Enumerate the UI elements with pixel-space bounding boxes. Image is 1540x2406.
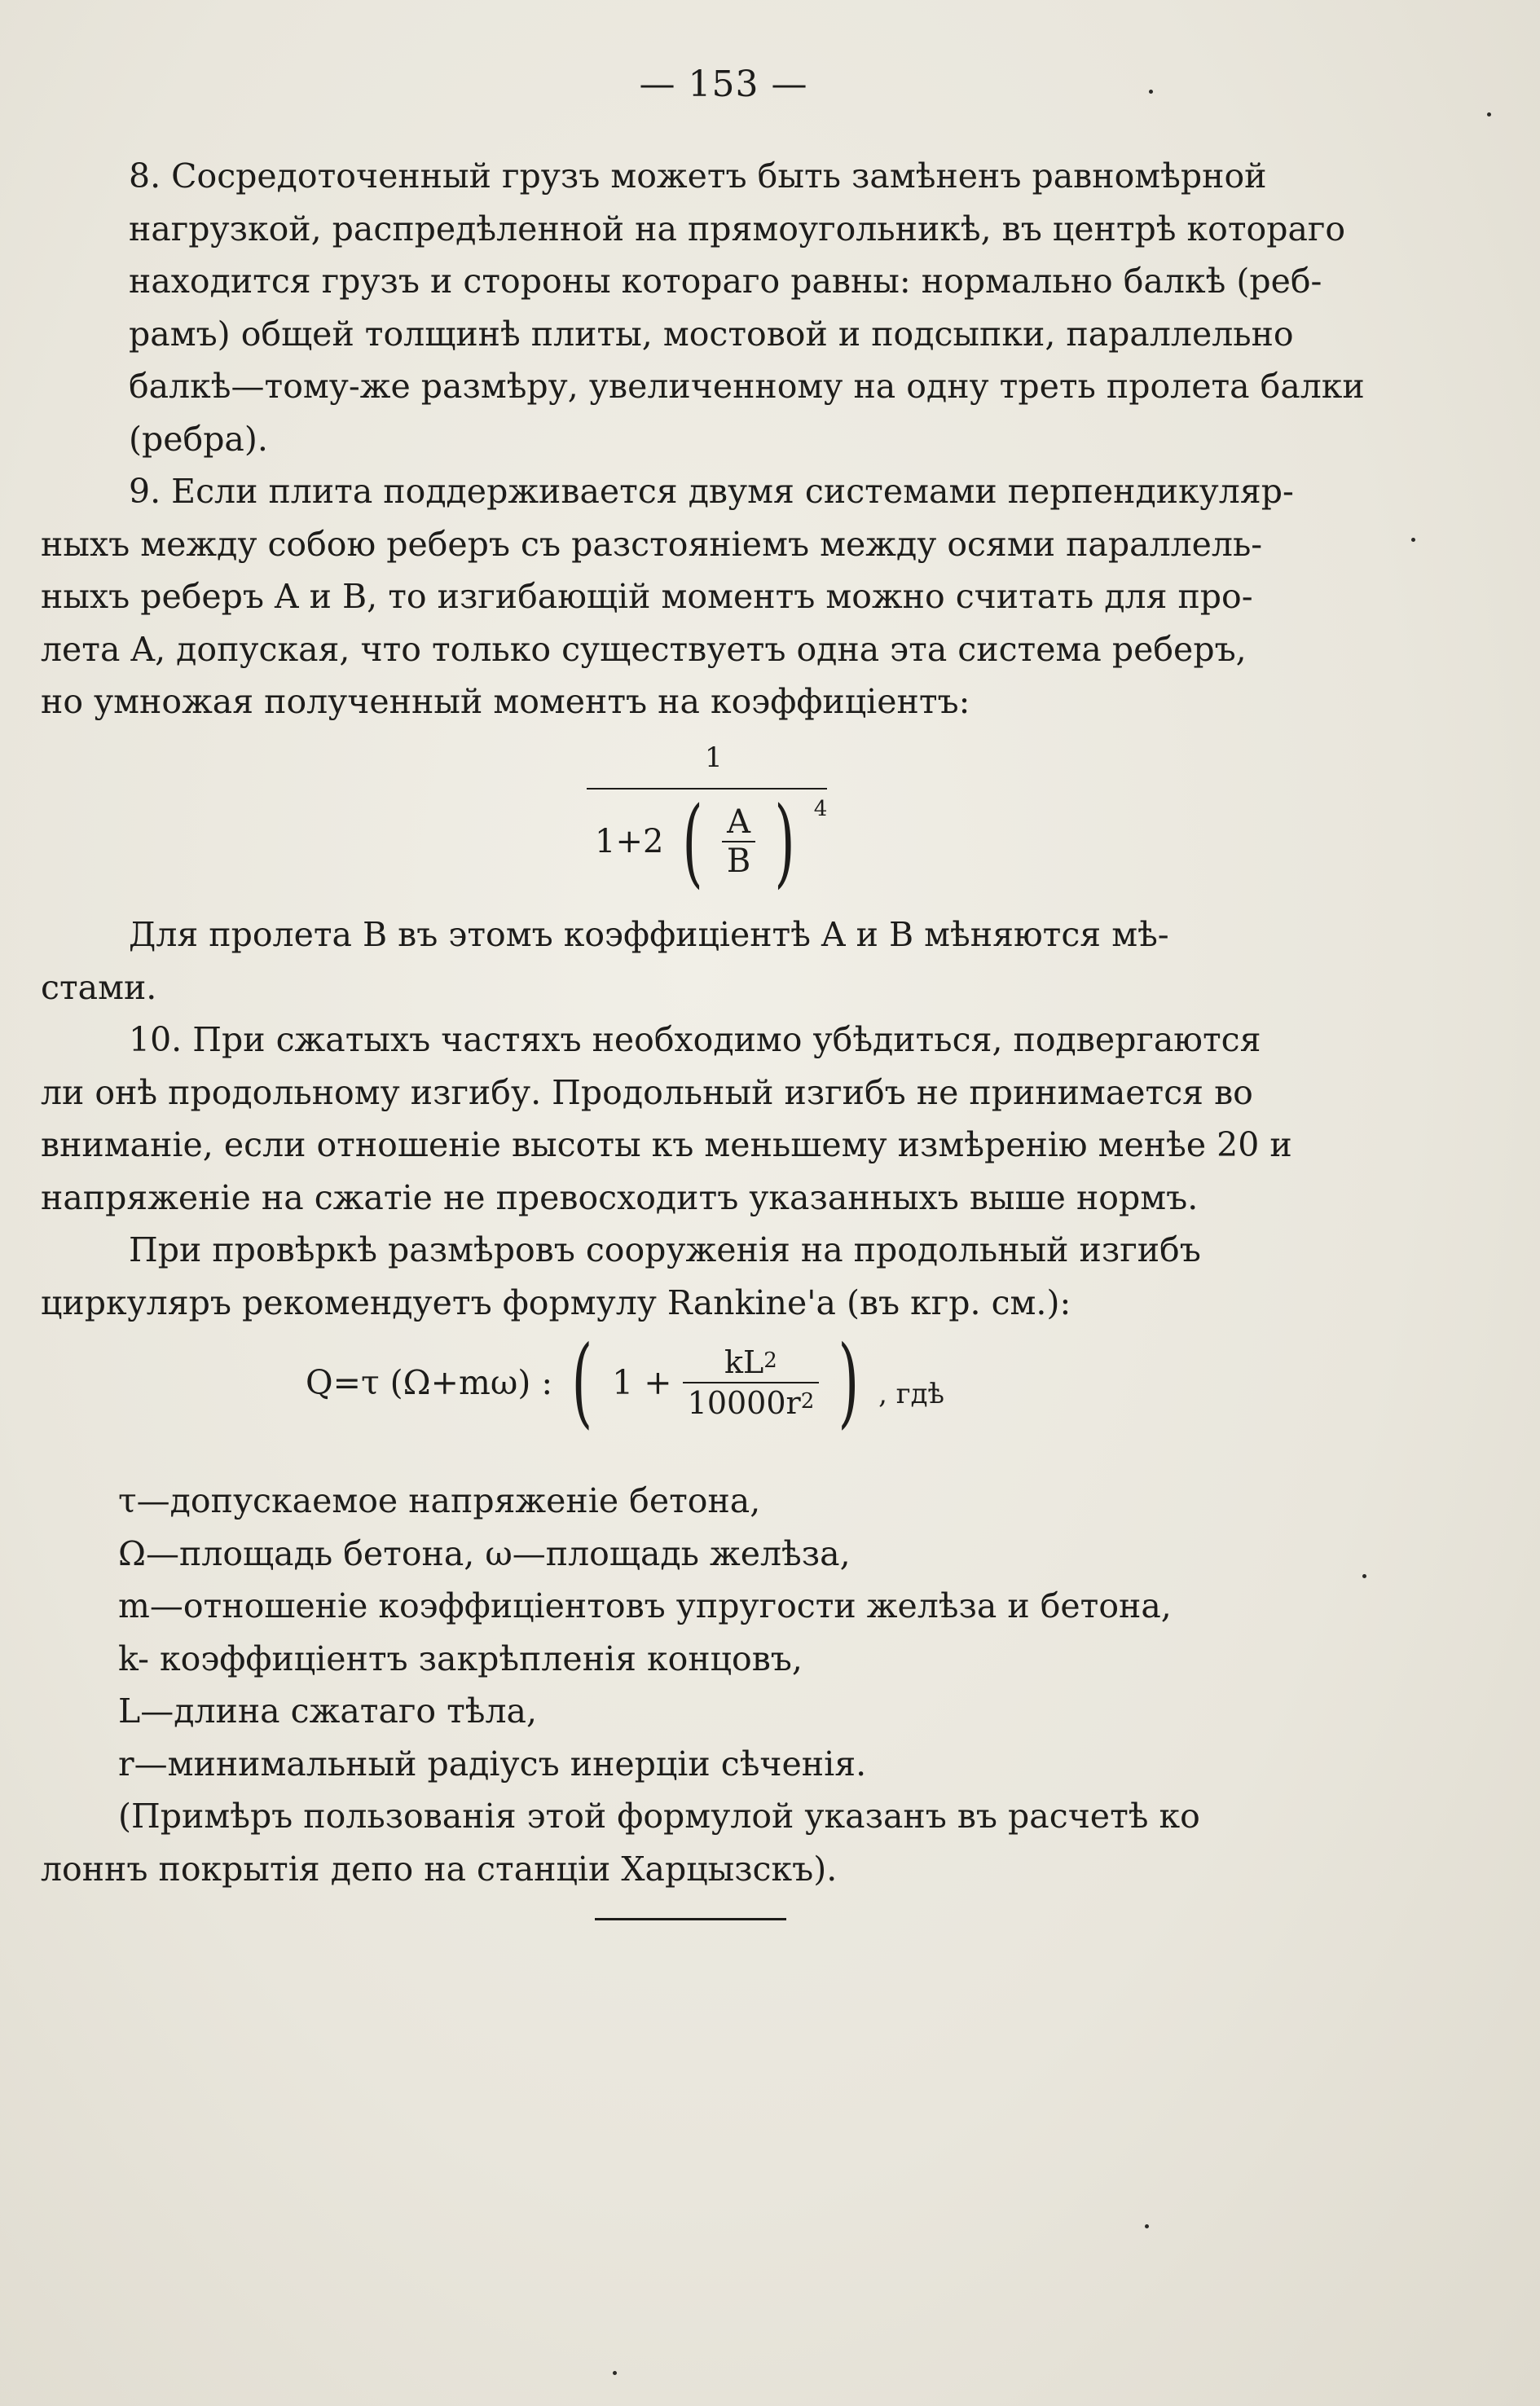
fraction-numerator bbox=[683, 1343, 820, 1382]
right-paren: ) bbox=[774, 785, 795, 898]
text-line: находится грузъ и стороны котораго равны: нормально балкѣ (реб- bbox=[129, 262, 1322, 301]
paragraph-rankine bbox=[41, 1224, 1369, 1329]
definition-item: m—отношеніе коэффиціентовъ упругости желѣза и бетона, bbox=[118, 1586, 1172, 1625]
definition-item: τ—допускаемое напряженіе бетона, bbox=[118, 1481, 761, 1520]
fraction-denominator bbox=[683, 1382, 820, 1423]
text-line: Для пролета B въ этомъ коэффиціентѣ A и B мѣняются мѣ- bbox=[129, 915, 1169, 954]
inner-numerator: A bbox=[727, 803, 751, 841]
example-note bbox=[41, 1790, 1369, 1895]
print-speck bbox=[1149, 90, 1153, 94]
left-paren: ( bbox=[682, 785, 703, 898]
denominator-sup: 2 bbox=[800, 1389, 815, 1414]
text-line: но умножая полученный моментъ на коэффиціентъ: bbox=[41, 682, 970, 721]
text-line: лета A, допуская, что только существуетъ одна эта система реберъ, bbox=[41, 629, 1247, 669]
numerator-sup: 2 bbox=[763, 1348, 777, 1373]
definition-item: k- коэффиціентъ закрѣпленія концовъ, bbox=[118, 1638, 803, 1678]
text-line: вниманіе, если отношеніе высоты къ меньшему измѣренію менѣе 20 и bbox=[41, 1125, 1292, 1164]
print-speck bbox=[613, 2371, 617, 2375]
end-rule bbox=[595, 1918, 786, 1920]
page-number: — 153 — bbox=[639, 64, 808, 105]
print-speck bbox=[1487, 112, 1491, 117]
coefficient-formula bbox=[587, 741, 831, 896]
text-line: нагрузкой, распредѣленной на прямоугольникѣ, въ центрѣ котораго bbox=[129, 209, 1346, 249]
text-line: ли онѣ продольному изгибу. Продольный изгибъ не принимается во bbox=[41, 1072, 1253, 1112]
text-line: лоннъ покрытія депо на станціи Харцызскъ). bbox=[41, 1849, 838, 1889]
text-line: 9. Если плита поддерживается двумя системами перпендикуляр- bbox=[129, 472, 1294, 511]
denominator-prefix: 1+2 bbox=[595, 823, 664, 860]
numerator-text: kL bbox=[724, 1344, 764, 1380]
definitions-list bbox=[41, 1475, 1369, 1790]
paragraph-after-formula bbox=[41, 908, 1369, 1014]
text-block-upper bbox=[41, 150, 1369, 728]
formula-denominator bbox=[595, 785, 828, 898]
text-line: стами. bbox=[41, 967, 157, 1007]
print-speck bbox=[1411, 538, 1415, 542]
print-speck bbox=[1362, 1574, 1366, 1578]
text-line: (Примѣръ пользованія этой формулой указанъ въ расчетѣ ко bbox=[118, 1797, 1200, 1836]
text-line: При провѣркѣ размѣровъ сооруженія на продольный изгибъ bbox=[129, 1230, 1201, 1269]
text-block-definitions bbox=[41, 1475, 1369, 1895]
rankine-fraction bbox=[683, 1343, 820, 1423]
text-line: напряженіе на сжатіе не превосходитъ указанныхъ выше нормъ. bbox=[41, 1177, 1199, 1217]
paragraph-9 bbox=[41, 465, 1369, 728]
inner-fraction bbox=[722, 803, 755, 880]
formula-numerator: 1 bbox=[705, 741, 723, 774]
paragraph-10 bbox=[41, 1014, 1369, 1224]
text-line: ныхъ реберъ A и B, то изгибающій моментъ можно считать для про- bbox=[41, 577, 1253, 616]
text-line: 8. Сосредоточенный грузъ можетъ быть замѣненъ равномѣрной bbox=[129, 156, 1267, 196]
text-line: 10. При сжатыхъ частяхъ необходимо убѣдиться, подвергаются bbox=[129, 1020, 1261, 1059]
text-block-middle bbox=[41, 908, 1369, 1329]
right-paren: ) bbox=[838, 1326, 860, 1439]
definition-item: L—длина сжатаго тѣла, bbox=[118, 1691, 538, 1731]
rankine-formula bbox=[306, 1326, 945, 1439]
formula-lhs: Q=τ (Ω+mω) : bbox=[306, 1363, 553, 1402]
text-line: ныхъ между собою реберъ съ разстояніемъ между осями параллель- bbox=[41, 524, 1263, 564]
text-line: (ребра). bbox=[129, 419, 268, 459]
paragraph-8 bbox=[41, 150, 1369, 465]
left-paren: ( bbox=[571, 1326, 593, 1439]
text-line: балкѣ—тому-же размѣру, увеличенному на одну треть пролета балки bbox=[129, 367, 1365, 406]
formula-tail: , гдѣ bbox=[878, 1378, 945, 1410]
definition-item: Ω—площадь бетона, ω—площадь желѣза, bbox=[118, 1533, 851, 1573]
print-speck bbox=[1145, 2224, 1149, 2228]
text-line: циркуляръ рекомендуетъ формулу Rankine'a (въ кгр. см.): bbox=[41, 1282, 1071, 1322]
denominator-text: 10000r bbox=[687, 1385, 801, 1421]
formula-one-plus: 1 + bbox=[612, 1363, 672, 1402]
exponent: 4 bbox=[813, 797, 828, 821]
inner-denominator: B bbox=[722, 841, 755, 880]
text-line: рамъ) общей толщинѣ плиты, мостовой и подсыпки, параллельно bbox=[129, 314, 1294, 354]
definition-item: r—минимальный радіусъ инерціи сѣченія. bbox=[118, 1744, 867, 1784]
